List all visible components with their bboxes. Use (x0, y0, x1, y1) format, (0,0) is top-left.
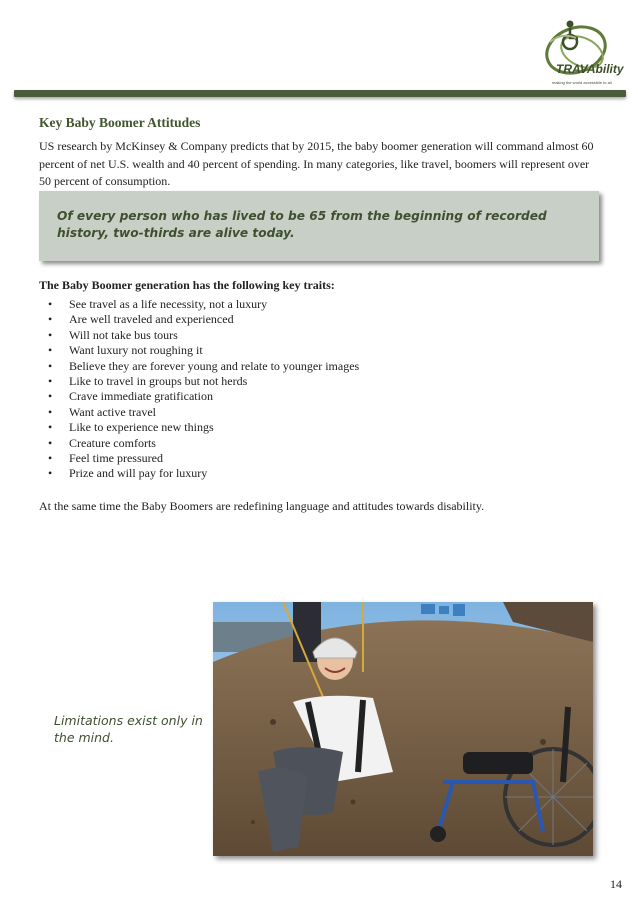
page-number: 14 (610, 877, 622, 891)
bullet: • (48, 374, 53, 389)
header-divider-bar (14, 90, 626, 97)
pull-quote-text: Of every person who has lived to be 65 from the beginning of recorded history, two-thirds are alive today. (57, 209, 547, 240)
list-item (39, 374, 359, 389)
list-item-text: See travel as a life necessity, not a luxury (69, 297, 268, 311)
closing-paragraph: At the same time the Baby Boomers are redefining language and attitudes towards disability. (39, 499, 485, 513)
list-item (39, 312, 359, 327)
bullet: • (48, 466, 53, 481)
list-item (39, 343, 359, 358)
list-item-text: Creature comforts (69, 435, 156, 450)
list-item (39, 389, 359, 404)
list-item-text: Prize and will pay for luxury (69, 466, 208, 481)
list-item (39, 466, 359, 481)
traits-list (39, 297, 359, 482)
bullet: • (48, 420, 53, 435)
list-item (39, 420, 359, 435)
section-title: Key Baby Boomer Attitudes (39, 115, 201, 130)
bullet: • (48, 343, 53, 358)
list-item-text: Crave immediate gratification (69, 389, 213, 404)
intro-paragraph: US research by McKinsey & Company predicts that by 2015, the baby boomer generation will command almost 60 percent of net U.S. wealth and 40 percent of spending. In many categories, like travel, boomers will represent over 50 percent of consumption. (39, 139, 594, 188)
list-item-text: Believe they are forever young and relate to younger images (69, 358, 360, 373)
photo-caption: Limitations exist only in the mind. (54, 713, 203, 745)
bullet: • (48, 358, 53, 373)
list-item (39, 436, 359, 451)
list-item (39, 297, 359, 312)
list-item-text: Like to experience new things (69, 420, 214, 435)
bullet: • (48, 451, 53, 466)
list-item-text: Feel time pressured (69, 451, 163, 466)
list-item (39, 451, 359, 466)
bullet: • (48, 327, 53, 342)
bullet: • (48, 312, 53, 327)
bullet: • (48, 404, 53, 419)
climbing-photo (213, 602, 593, 856)
list-item (39, 359, 359, 374)
traits-heading: The Baby Boomer generation has the following key traits: (39, 278, 335, 292)
pull-quote-box (39, 191, 599, 261)
photo-illustration (213, 602, 593, 856)
bullet: • (48, 389, 53, 404)
list-item-text: Want luxury not roughing it (69, 343, 203, 358)
list-item (39, 328, 359, 343)
logo-tagline: making the world accessible to all (552, 80, 612, 85)
bullet: • (48, 297, 53, 311)
list-item-text: Are well traveled and experienced (69, 312, 234, 327)
bullet: • (48, 435, 53, 450)
list-item-text: Want active travel (69, 404, 156, 419)
list-item-text: Will not take bus tours (69, 327, 178, 342)
logo-wordmark: TRAVAbility (556, 62, 624, 76)
list-item (39, 405, 359, 420)
list-item-text: Like to travel in groups but not herds (69, 374, 248, 389)
